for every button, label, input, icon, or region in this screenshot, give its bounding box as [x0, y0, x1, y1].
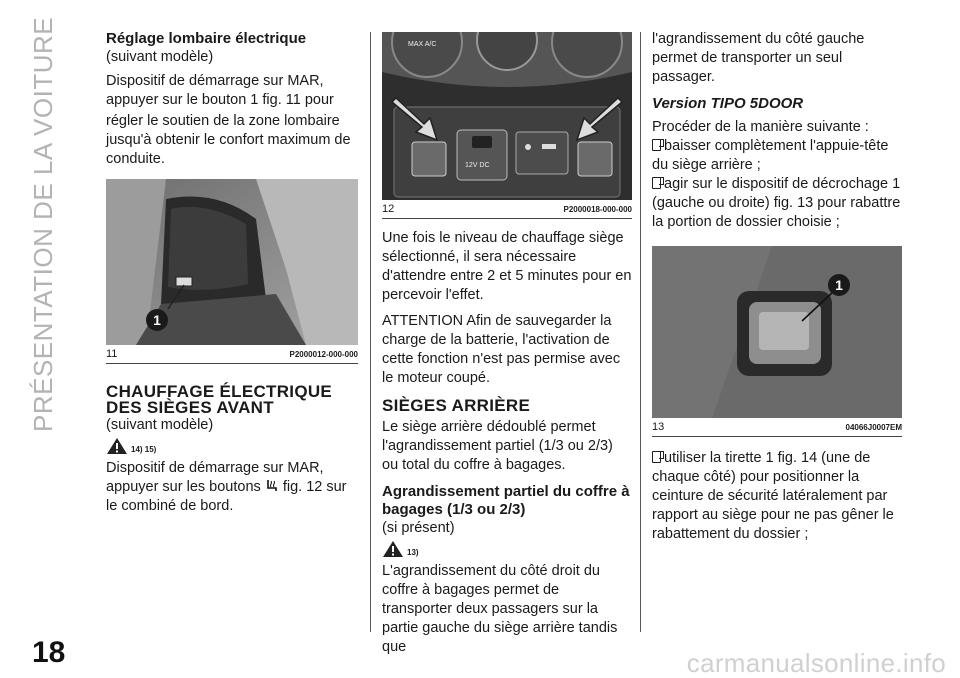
figure-12-caption: [382, 203, 632, 219]
figure-11-number: 11: [106, 348, 118, 360]
heading-lumbar: Réglage lombaire électrique: [106, 30, 307, 47]
column-1: [106, 30, 358, 516]
figure-11-caption: [106, 348, 358, 364]
heading-partial-expansion: Agrandissement partiel du coffre à bagages (1/3 ou 2/3): [382, 483, 630, 518]
heading-lumbar-sub: (suivant modèle): [106, 49, 214, 65]
column-3: [652, 30, 902, 544]
paragraph-lumbar-1: Dispositif de démarrage sur MAR, appuyer sur le bouton 1 fig. 11 pour: [106, 73, 334, 108]
paragraph-attention: ATTENTION Afin de sauvegarder la charge de la batterie, l'activation de cette fonction n'est pas permise avec le moteur coupé.: [382, 313, 621, 386]
figure-12-label-ac: MAX A/C: [408, 41, 437, 48]
figure-12-label-12v: 12V DC: [465, 162, 490, 169]
figure-13-number: 13: [652, 421, 665, 433]
site-watermark: carmanualsonline.info: [686, 648, 946, 678]
heading-tipo-5door: Version TIPO 5DOOR: [652, 95, 804, 112]
bullet-release-text: agir sur le dispositif de décrochage 1 (gauche ou droite) fig. 13 pour rabattre la portion de dossier choisie ;: [652, 176, 901, 230]
bullet-belt: [652, 449, 902, 544]
figure-11-code: P2000012-000-000: [289, 350, 358, 359]
paragraph-rear-seats: Le siège arrière dédoublé permet l'agrandissement partiel (1/3 ou 2/3) ou total du coffre à bagages.: [382, 419, 613, 473]
figure-12: [382, 32, 632, 219]
heading-heated-seats: CHAUFFAGE ÉLECTRIQUE DES SIÈGES AVANT: [106, 382, 333, 417]
figure-13: [652, 246, 902, 437]
paragraph-right-side: L'agrandissement du côté droit du coffre à bagages permet de transporter deux passagers sur la partie gauche du siège arrière tandis que: [382, 563, 618, 655]
figure-13-caption: [652, 421, 902, 437]
bullet-headrest: [652, 137, 902, 175]
bullet-icon: [652, 177, 661, 189]
warning-refs-2: [382, 540, 632, 558]
warning-refs-text: 14) 15): [131, 445, 157, 454]
heading-partial-expansion-sub: (si présent): [382, 520, 455, 536]
heading-rear-seats: SIÈGES ARRIÈRE: [382, 396, 531, 415]
figure-11-image: [106, 179, 358, 345]
paragraph-procedure: Procéder de la manière suivante :: [652, 119, 869, 135]
page-number: 18: [32, 636, 66, 669]
bullet-headrest-text: baisser complètement l'appuie-tête du siège arrière ;: [652, 138, 889, 173]
figure-12-number: 12: [382, 203, 395, 215]
bullet-release: [652, 175, 902, 232]
warning-triangle-icon: [382, 540, 404, 558]
bullet-belt-text: utiliser la tirette 1 fig. 14 (une de chaque côté) pour positionner la ceinture de sécurité latéralement par rapport au siège pour ne pas gêner le rabattement du dossier ;: [652, 450, 894, 542]
column-divider-2: [640, 32, 641, 632]
paragraph-heated-seats: [106, 459, 358, 516]
warning-refs-1: [106, 437, 358, 455]
chapter-title-text: PRÉSENTATION DE LA VOITURE: [28, 16, 58, 432]
figure-11: [106, 179, 358, 364]
figure-12-code: P2000018-000-000: [563, 205, 632, 214]
paragraph-heated-seats-a: Dispositif de démarrage sur MAR, appuyer sur les boutons: [106, 460, 324, 495]
paragraph-heated-seats-b: fig. 12 sur le combiné de bord.: [106, 479, 347, 514]
figure-11-callout: 1: [146, 309, 168, 331]
seat-heater-icon: [265, 479, 279, 493]
figure-13-image: [652, 246, 902, 418]
paragraph-left-side: l'agrandissement du côté gauche permet de transporter un seul passager.: [652, 31, 865, 85]
warning-triangle-icon: [106, 437, 128, 455]
paragraph-lumbar-2: régler le soutien de la zone lombaire jusqu'à obtenir le confort maximum de conduite.: [106, 113, 351, 167]
column-divider-1: [370, 32, 371, 632]
chapter-title-vertical: [28, 12, 88, 432]
bullet-icon: [652, 139, 661, 151]
figure-13-callout: 1: [828, 274, 850, 296]
heading-heated-seats-sub: (suivant modèle): [106, 417, 214, 433]
figure-13-code: 04066J0007EM: [845, 423, 902, 432]
bullet-icon: [652, 451, 661, 463]
warning-refs-text: 13): [407, 548, 419, 557]
column-2: [382, 32, 632, 657]
figure-12-image: [382, 32, 632, 200]
paragraph-heating-wait: Une fois le niveau de chauffage siège sélectionné, il sera nécessaire d'attendre entre 2 et 5 minutes pour en percevoir l'effet.: [382, 230, 632, 303]
